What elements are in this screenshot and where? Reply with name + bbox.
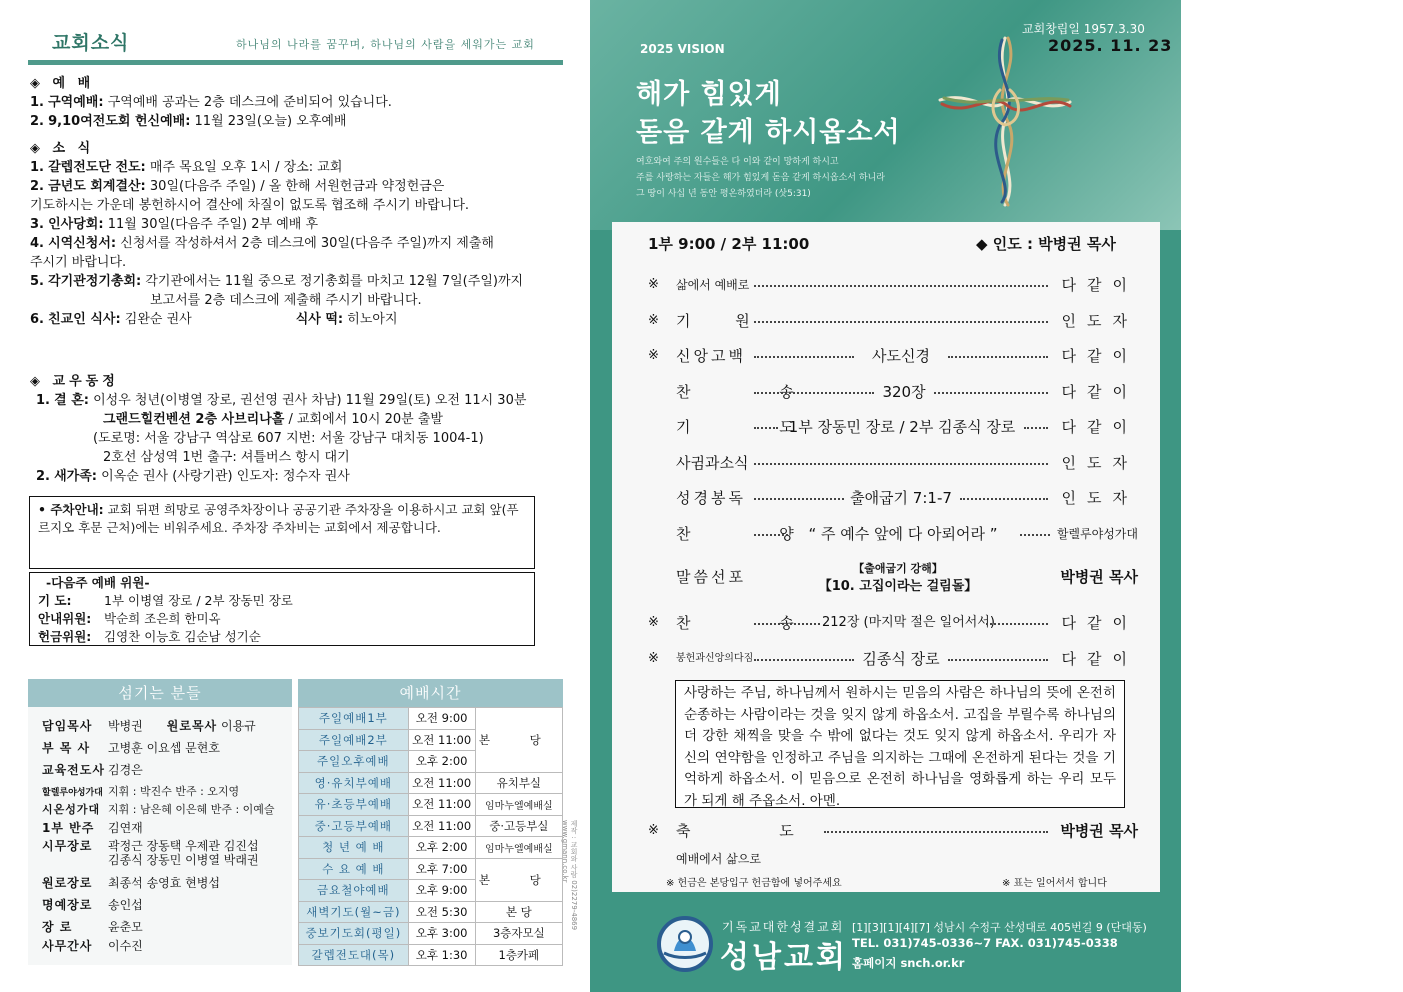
worship-heading: ◈ 예 배: [30, 76, 95, 91]
staff-row: 시무장로 곽정근 장동택 우제관 김진섭: [42, 839, 259, 853]
worship-item: 1. 구역예배: 구역예배 공과는 2층 데스크에 준비되어 있습니다.: [30, 95, 392, 110]
bulletin-date: 2025. 11. 23: [1048, 36, 1173, 55]
parking-box: [29, 496, 535, 569]
worship-item: 2. 9,10여전도회 헌신예배: 11월 23일(오늘) 오후예배: [30, 114, 347, 129]
news-item: 2. 금년도 회계결산: 30일(다음주 주일) / 올 한해 서원헌금과 약정헌금은: [30, 179, 445, 194]
staff-row: 시온성가대 지휘 : 남은혜 이은혜 반주 : 이예슬: [42, 803, 275, 816]
order-item: ※ 찬 송 212장 (마지막 절은 일어서서) 다같이: [648, 614, 1138, 632]
order-item: ※ 봉헌과신앙의다짐 김종식 장로 다같이: [648, 650, 1138, 668]
order-item: ※ 기 원 인도자: [648, 312, 1138, 330]
schedule-row: 갈렙전도대(목) 오후 1:30 1층카페: [299, 944, 563, 966]
schedule-row: 주일오후예배 오후 2:00: [299, 751, 563, 773]
church-name: 성남교회: [720, 940, 848, 975]
next-week-box: [29, 572, 535, 646]
offering-note: ※ 헌금은 본당입구 헌금함에 넣어주세요: [666, 878, 842, 889]
news-item: 6. 친교인 식사: 김완순 권사 식사 떡: 히노아지: [30, 312, 398, 327]
prayer-box: 사랑하는 주님, 하나님께서 원하시는 믿음의 사람은 하나님의 뜻에 온전히 순종하는 사람이라는 것을 잊지 않게 하옵소서. 고집을 부릴수록 하나님의 더 강한 채찍을 맞을 수 밖에 없다는 것도 잊지 않게 하옵소서. 우리가 자신의 연약함을 인정하고 주님을 의지하는 그때에 온전하게 된다는 것을 기억하게 하옵소서. 이 믿음으로 온전히 하나님을 영화롭게 하는 우리 모두가 되게 해 주옵소서. 아멘.: [675, 680, 1125, 808]
staff-row: 교육전도사 김경은: [42, 763, 143, 777]
next-week-row: 안내위원: 박순희 조은희 한미옥: [38, 611, 221, 626]
schedule-row: 중·고등부예배 오전 11:00 중·고등부실: [299, 815, 563, 837]
schedule-row: 금요철야예배 오후 9:00: [299, 880, 563, 902]
standing-note: ※ 표는 일어서서 합니다: [1002, 878, 1107, 889]
next-week-heading: -다음주 예배 위원-: [46, 575, 150, 590]
schedule-table: [298, 707, 563, 966]
order-item: 기 도 1부 장동민 장로 / 2부 김종식 장로 다같이: [676, 418, 1138, 436]
parking-label: • 주차안내:: [38, 502, 104, 517]
after-worship: 예배에서 삶으로: [676, 852, 761, 866]
staff-row: 할렐루야성가대 지휘 : 박진수 반주 : 오지영: [42, 785, 240, 798]
staff-row: 사무간사 이수진: [42, 939, 143, 953]
headline-line2: 돋음 같게 하시옵소서: [636, 117, 901, 148]
verse-line: 주를 사랑하는 자들은 해가 힘있게 돋음 같게 하시옵소서 하니라: [636, 173, 885, 183]
headline-line1: 해가 힘있게: [636, 79, 782, 110]
denomination: 기독교대한성결교회: [722, 920, 845, 934]
worship-section: [30, 74, 570, 131]
order-item: 성경봉독 출애굽기 7:1-7 인도자: [676, 489, 1138, 507]
order-item: ※ 축 도 박병권 목사: [648, 822, 1138, 840]
news-item: 3. 인사당회: 11월 30일(다음주 주일) 2부 예배 후: [30, 217, 319, 232]
order-item: 사귐과소식 인도자: [676, 454, 1138, 472]
members-item: 1. 결 혼: 이성우 청년(이병열 장로, 권선영 권사 차남) 11월 29일(토) 오전 11시 30분: [36, 393, 527, 408]
title-rule: [28, 60, 563, 65]
news-item-cont: 주시기 바랍니다.: [30, 255, 127, 270]
order-item: ※ 삶에서 예배로 다같이: [648, 276, 1138, 294]
cross-illustration: [930, 30, 1080, 210]
schedule-row: 수 요 예 배 오후 7:00 본 당: [299, 858, 563, 880]
staff-row: 부 목 사 고병훈 이요셉 문현호: [42, 741, 220, 755]
staff-row: 1부 반주 김연재: [42, 821, 143, 835]
news-section: [30, 139, 570, 329]
schedule-header: 예배시간: [298, 679, 563, 707]
staff-row: 장 로 윤춘모: [42, 920, 143, 934]
website: 홈페이지 snch.or.kr: [852, 956, 965, 970]
members-item-cont: 2호선 삼성역 1번 출구: 셔틀버스 항시 대기: [103, 450, 350, 465]
staff-row: 김종식 장동민 이병열 박래권: [108, 853, 259, 867]
members-item: 2. 새가족: 이옥순 권사 (사랑기관) 인도자: 정수자 권사: [36, 469, 350, 484]
members-item-cont: 그랜드힐컨벤션 2층 사브리나홀 / 교회에서 10시 20분 출발: [103, 412, 443, 427]
schedule-row: 주일예배1부 오전 9:00 본 당: [299, 708, 563, 730]
schedule-row: 주일예배2부 오전 11:00: [299, 729, 563, 751]
verse-line: 여호와여 주의 원수들은 다 이와 같이 망하게 하시고: [636, 157, 839, 167]
next-week-row: 헌금위원: 김영찬 이능호 김순남 성기순: [38, 629, 261, 644]
order-item: 찬 양 “ 주 예수 앞에 다 아뢰어라 ” 할렐루야성가대: [676, 525, 1138, 543]
news-item-cont: 보고서를 2층 데스크에 제출해 주시기 바랍니다.: [150, 293, 422, 308]
service-time: 1부 9:00 / 2부 11:00: [648, 235, 810, 253]
slogan: 하나님의 나라를 꿈꾸며, 하나님의 사람을 세워가는 교회: [236, 38, 535, 51]
next-week-row: 기 도: 1부 이병열 장로 / 2부 장동민 장로: [38, 593, 293, 608]
address: [1][3][1][4][7] 성남시 수정구 산성대로 405번길 9 (단대동): [852, 921, 1147, 934]
leader: ◆ 인도 : 박병권 목사: [976, 235, 1116, 253]
schedule-row: 청 년 예 배 오후 2:00 임마누엘예배실: [299, 837, 563, 859]
news-item-cont: 기도하시는 가운데 봉헌하시어 결산에 차질이 없도록 협조해 주시기 바랍니다.: [30, 198, 470, 213]
order-item: 찬 송 320장 다같이: [676, 383, 1138, 401]
parking-text: 교회 뒤편 희망로 공영주차장이나 공공기관 주차장을 이용하시고 교회 앞(푸르지오 후문 근처)에는 비워주세요. 주차장 주차비는 교회에서 제공합니다.: [38, 502, 519, 535]
verse-line: 그 땅이 사십 년 동안 평온하였더라 (삿5:31): [636, 189, 811, 199]
church-logo-icon: [656, 915, 714, 973]
schedule-row: 중보기도회(평일) 오후 3:00 3층자모실: [299, 923, 563, 945]
founded-date: 교회창립일 1957.3.30: [1022, 22, 1145, 36]
phone-fax: TEL. 031)745-0336~7 FAX. 031)745-0338: [852, 936, 1118, 950]
order-item: 말씀선포 【출애굽기 강해】 【10. 고집이라는 걸림돌】 박병권 목사: [676, 562, 1138, 594]
news-item: 1. 갈렙전도단 전도: 매주 목요일 오후 1시 / 장소: 교회: [30, 160, 343, 175]
news-heading: ◈ 소 식: [30, 141, 95, 156]
members-heading: ◈ 교우동정: [30, 374, 119, 389]
members-item-cont: (도로명: 서울 강남구 역삼로 607 지번: 서울 강남구 대치동 1004-1): [93, 431, 484, 446]
staff-row: 원로장로 최종석 송영효 현병섭: [42, 876, 220, 890]
staff-row: 명예장로 송인섭: [42, 898, 143, 912]
schedule-row: 유·초등부예배 오전 11:00 임마누엘예배실: [299, 794, 563, 816]
left-title: 교회소식: [52, 32, 130, 54]
schedule-row: 새벽기도(월~금) 오전 5:30 본 당: [299, 901, 563, 923]
members-section: [30, 372, 570, 486]
news-item: 4. 시역신청서: 신청서를 작성하셔서 2층 데스크에 30일(다음주 주일)까지 제출해: [30, 236, 494, 251]
staff-row: 담임목사 박병권 원로목사 이용규: [42, 719, 256, 733]
vision-label: 2025 VISION: [640, 42, 725, 56]
side-credit: 제작 : 교회와 사람 02)2279-4869 www.gmann.co.kr: [561, 820, 578, 931]
schedule-row: 영·유치부예배 오전 11:00 유치부실: [299, 772, 563, 794]
news-item: 5. 각기관정기총회: 각기관에서는 11월 중으로 정기총회를 마치고 12월 7일(주일)까지: [30, 274, 524, 289]
order-item: ※ 신앙고백 사도신경 다같이: [648, 347, 1138, 365]
staff-header: 섬기는 분들: [28, 679, 292, 707]
